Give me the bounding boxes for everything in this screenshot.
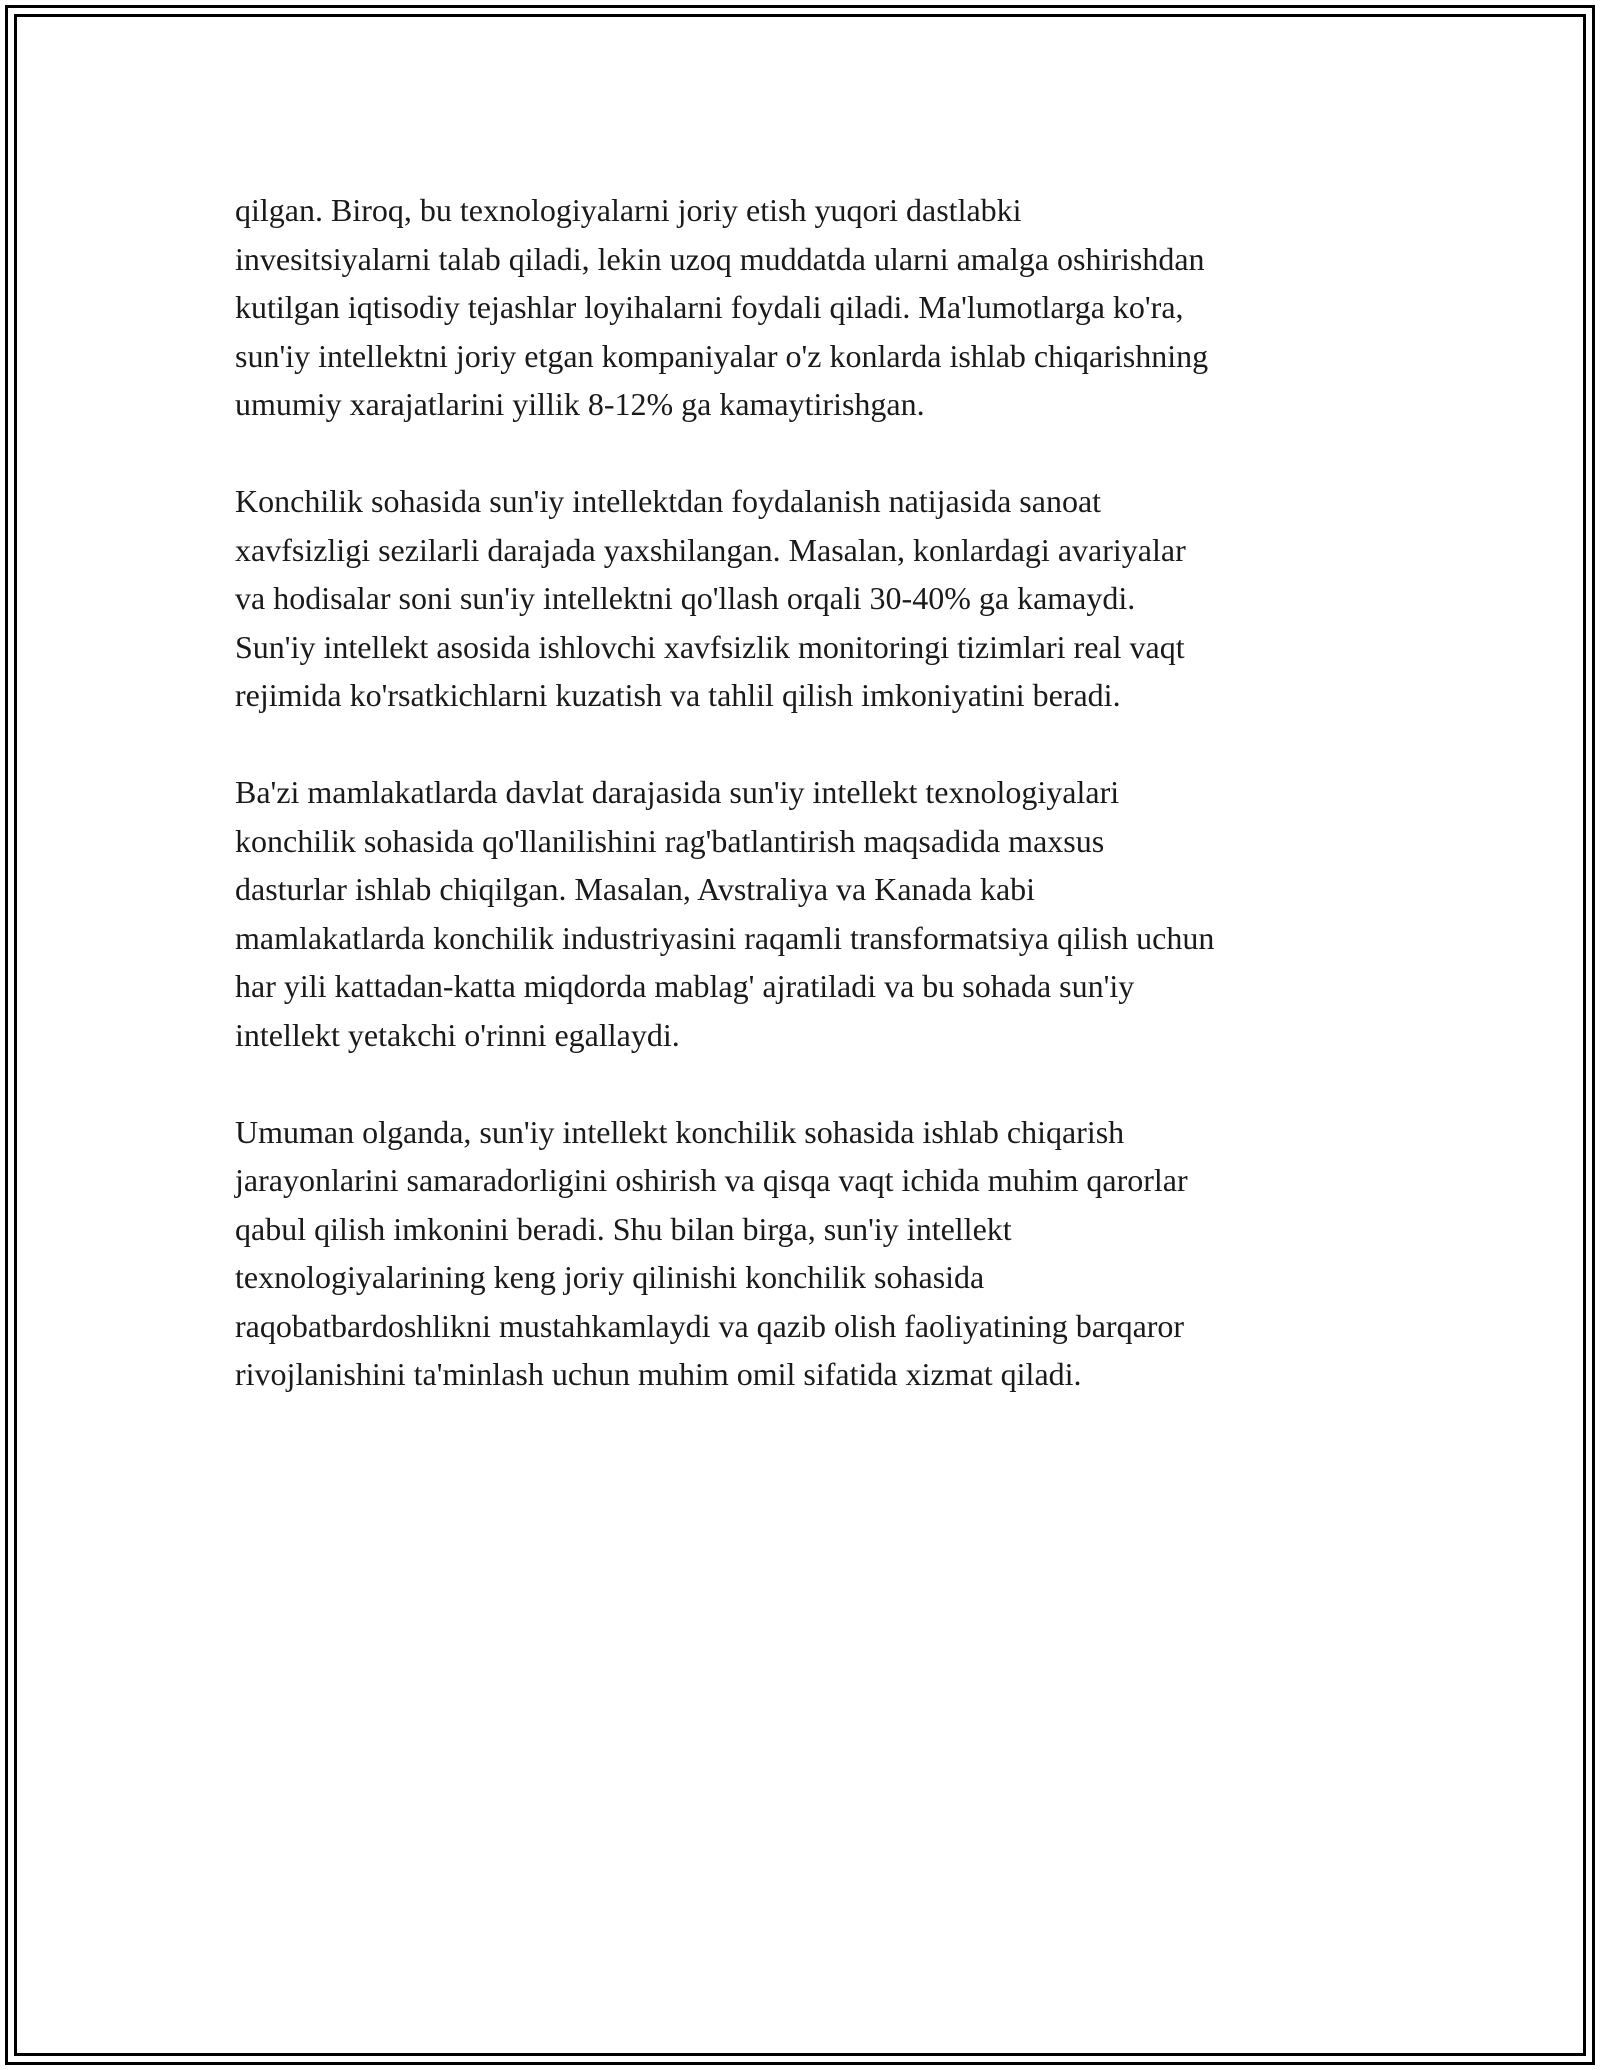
text-line: Ba'zi mamlakatlarda davlat darajasida sun'iy intellekt texnologiyalari — [235, 774, 1120, 810]
text-line: qilgan. Biroq, bu texnologiyalarni joriy etish yuqori dastlabki — [235, 192, 1022, 228]
text-line: rivojlanishini ta'minlash uchun muhim omil sifatida xizmat qiladi. — [235, 1356, 1082, 1392]
text-line: konchilik sohasida qo'llanilishini rag'batlantirish maqsadida maxsus — [235, 822, 1105, 859]
text-line: mamlakatlarda konchilik industriyasini raqamli transformatsiya qilish uchun — [235, 919, 1215, 956]
text-line: dasturlar ishlab chiqilgan. Masalan, Avstraliya va Kanada kabi — [235, 871, 1036, 907]
text-line: rejimida ko'rsatkichlarni kuzatish va tahlil qilish imkoniyatini beradi. — [235, 677, 1121, 713]
text-line: kutilgan iqtisodiy tejashlar loyihalarni foydali qiladi. Ma'lumotlarga ko'ra, — [235, 289, 1184, 325]
text-line: xavfsizligi sezilarli darajada yaxshilangan. Masalan, konlardagi avariyalar — [235, 531, 1186, 568]
paragraph-2 — [235, 477, 1385, 720]
paragraph-1 — [235, 186, 1385, 429]
text-line: texnologiyalarining keng joriy qilinishi konchilik sohasida — [235, 1259, 985, 1295]
text-line: invesitsiyalarni talab qiladi, lekin uzoq muddatda ularni amalga oshirishdan — [235, 240, 1205, 277]
text-line: raqobatbardoshlikni mustahkamlaydi va qazib olish faoliyatining barqaror — [235, 1307, 1185, 1344]
paragraph-3 — [235, 768, 1385, 1059]
text-line: umumiy xarajatlarini yillik 8-12% ga kamaytirishgan. — [235, 386, 925, 422]
text-line: Konchilik sohasida sun'iy intellektdan foydalanish natijasida sanoat — [235, 483, 1102, 519]
text-line: qabul qilish imkonini beradi. Shu bilan birga, sun'iy intellekt — [235, 1210, 1012, 1247]
text-line: Sun'iy intellekt asosida ishlovchi xavfsizlik monitoringi tizimlari real vaqt — [235, 628, 1185, 665]
paragraph-4 — [235, 1108, 1385, 1399]
text-line: jarayonlarini samaradorligini oshirish va qisqa vaqt ichida muhim qarorlar — [235, 1162, 1188, 1198]
text-line: har yili kattadan-katta miqdorda mablag' ajratiladi va bu sohada sun'iy — [235, 968, 1135, 1004]
text-line: sun'iy intellektni joriy etgan kompaniyalar o'z konlarda ishlab chiqarishning — [235, 337, 1209, 374]
text-line: intellekt yetakchi o'rinni egallaydi. — [235, 1016, 680, 1053]
text-line: Umuman olganda, sun'iy intellekt konchilik sohasida ishlab chiqarish — [235, 1113, 1125, 1150]
text-line: va hodisalar soni sun'iy intellektni qo'llash orqali 30-40% ga kamaydi. — [235, 580, 1136, 616]
document-body — [235, 186, 1385, 1447]
